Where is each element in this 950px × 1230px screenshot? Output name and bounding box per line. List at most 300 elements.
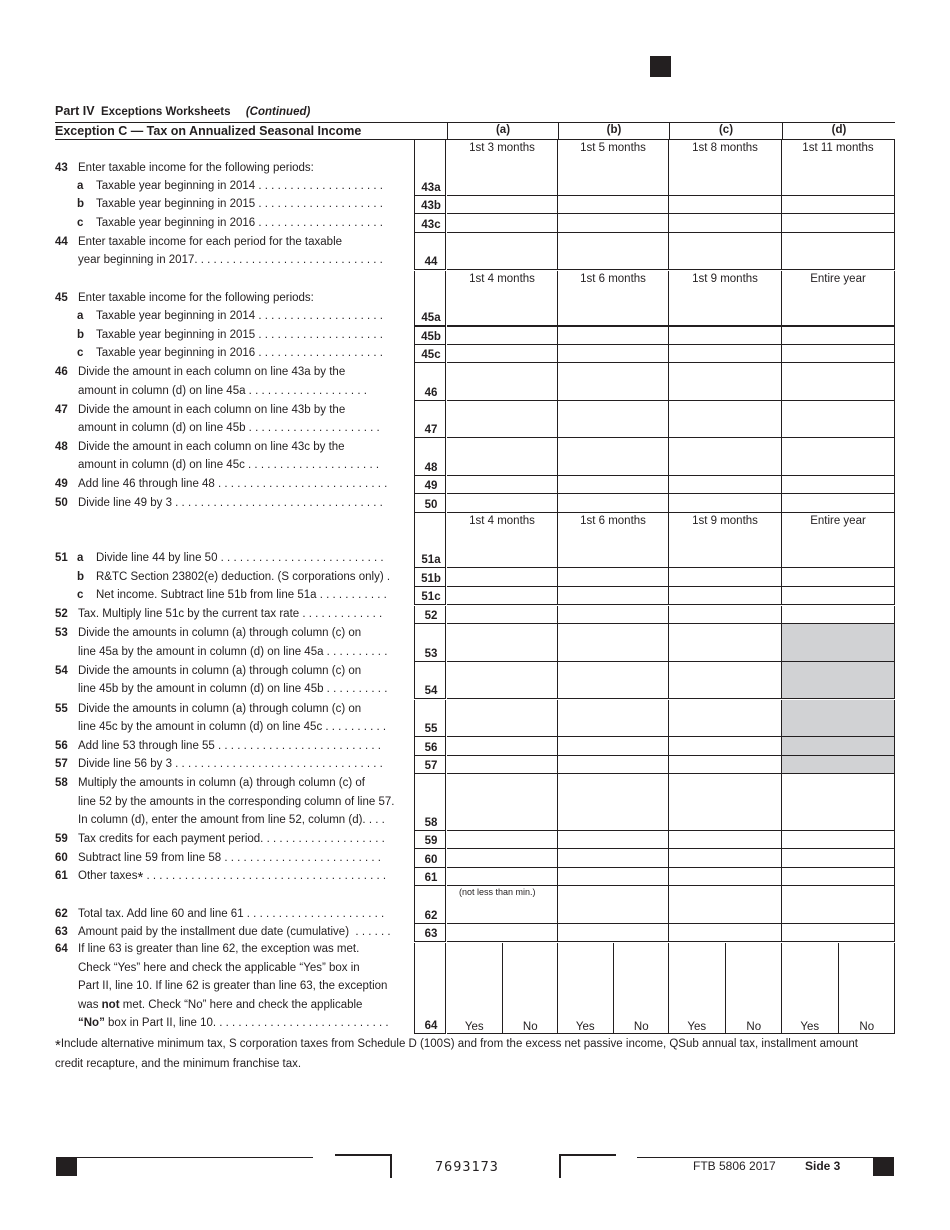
period-label: 1st 6 months — [580, 514, 646, 527]
line-number: 51 — [55, 552, 68, 564]
line-64-col-d-no-box[interactable] — [839, 943, 896, 1034]
line-label-text: 51c — [421, 591, 441, 604]
line-64-col-c-yes-box[interactable] — [669, 943, 726, 1034]
line-54-col-d-field — [782, 662, 895, 700]
line-64-col-b-yes-box[interactable] — [558, 943, 614, 1034]
line-47-col-d-field[interactable] — [782, 401, 895, 438]
line-45a-col-a-field[interactable] — [447, 308, 558, 327]
line-47-col-a-field[interactable] — [447, 401, 558, 438]
exception-title: Exception C — Tax on Annualized Seasonal Income — [55, 124, 362, 138]
line-55-col-b-field[interactable] — [558, 700, 669, 738]
line-50-col-a-field[interactable] — [447, 494, 558, 513]
yes-label: Yes — [575, 1020, 595, 1033]
line-57-col-c-field[interactable] — [669, 756, 782, 775]
line-label-text: 50 — [424, 498, 438, 511]
line-label-text: 51b — [421, 572, 441, 585]
line-53-label — [414, 624, 446, 662]
period-label: 1st 11 months — [802, 142, 874, 154]
line-48-col-d-field[interactable] — [782, 438, 895, 475]
line-45b-col-a-field[interactable] — [447, 326, 558, 345]
line-text: Divide line 49 by 3 . . . . . . . . . . . . . . . . . . . . . . . . . . . . . . . . . — [78, 496, 383, 509]
line-46-col-b-field[interactable] — [558, 363, 669, 400]
line-text — [78, 867, 386, 888]
line-51b — [55, 568, 895, 587]
line-number: 45 — [55, 292, 68, 304]
line-number: 50 — [55, 496, 68, 509]
line-label-text: 49 — [424, 480, 438, 493]
line-text: Divide line 44 by line 50 . . . . . . . . . . . . . . . . . . . . . . . . . . — [96, 552, 384, 564]
line-55-col-d-field — [782, 700, 895, 738]
line-label-text: 61 — [424, 872, 438, 885]
line-text: Tax. Multiply line 51c by the current tax rate . . . . . . . . . . . . . — [78, 608, 383, 620]
line-label-text: 43a — [421, 181, 441, 194]
line-text: line 45c by the amount in column (d) on line 45c . . . . . . . . . . — [78, 721, 387, 734]
line-label-text: 51a — [421, 554, 441, 567]
line-text-part: “No” — [78, 1017, 105, 1030]
period-label: Entire year — [810, 272, 866, 285]
line-55-label — [414, 700, 446, 738]
line-59-col-b-field[interactable] — [558, 831, 669, 850]
line-54-col-a-field[interactable] — [447, 662, 558, 700]
line-46-col-a-field[interactable] — [447, 363, 558, 400]
barcode-number: 7693173 — [435, 1159, 499, 1175]
no-label: No — [522, 1020, 538, 1033]
line-51b-label — [414, 568, 446, 587]
line-text-part: Other taxes — [78, 870, 138, 883]
line-43b-col-a-field[interactable] — [447, 196, 558, 215]
line-64-col-c-no-box[interactable] — [726, 943, 783, 1034]
line-text-part: box in Part II, line 10. . . . . . . . . . . . . . . . . . . . . . . . . . . . — [104, 1017, 389, 1030]
line-text: Divide the amount in each column on line 43a by the — [78, 366, 346, 379]
footnote-line1: Include alternative minimum tax, S corporation taxes from Schedule D (100S) and from the excess net passive income, QSub annual tax, installment amount — [60, 1038, 858, 1050]
line-45c-col-d-field[interactable] — [782, 345, 895, 364]
line-56-col-c-field[interactable] — [669, 737, 782, 756]
line-45c-label — [414, 345, 446, 364]
line-52 — [55, 606, 895, 625]
continued-label: (Continued) — [245, 106, 311, 118]
line-text: Divide the amount in each column on line 43b by the — [78, 403, 346, 416]
line-label-text: 62 — [424, 909, 438, 922]
line-55-col-c-field[interactable] — [669, 700, 782, 738]
line-57 — [55, 756, 895, 775]
line-62-col-b-field[interactable] — [558, 886, 669, 924]
line-number: 57 — [55, 758, 68, 771]
line-label-text: 54 — [424, 685, 438, 698]
footnote-line2: credit recapture, and the minimum franchise tax. — [55, 1058, 302, 1070]
line-43a — [55, 177, 895, 196]
line-text: Tax credits for each payment period. . . . . . . . . . . . . . . . . . . . — [78, 833, 385, 846]
line-64-col-b-no-box[interactable] — [614, 943, 670, 1034]
line-56 — [55, 737, 895, 756]
part-title: Exceptions Worksheets — [100, 106, 231, 118]
line-45a — [55, 308, 895, 327]
line-label-text: 63 — [424, 928, 438, 941]
line-62-col-c-field[interactable] — [669, 886, 782, 924]
line-55 — [55, 700, 895, 738]
line-text-part: . . . . . . . . . . . . . . . . . . . . . . . . . . . . . . . . . . . . . . — [143, 870, 387, 883]
line-52-label — [414, 606, 446, 625]
line-text: If line 63 is greater than line 62, the exception was met. — [78, 943, 360, 955]
line-57-col-a-field[interactable] — [447, 756, 558, 775]
line-54-label — [414, 662, 446, 700]
line-56-label — [414, 737, 446, 756]
line-50-label — [414, 494, 446, 513]
line-label-text: 43b — [421, 200, 441, 213]
line-47-label — [414, 401, 446, 438]
line-43b-col-c-field[interactable] — [669, 196, 782, 215]
line-43a-col-a-field[interactable] — [447, 177, 558, 196]
line-61-col-d-field[interactable] — [782, 868, 895, 887]
line-45c-col-a-field[interactable] — [447, 345, 558, 364]
line-54 — [55, 662, 895, 700]
line-64-col-b-field[interactable] — [558, 943, 669, 1034]
line-number: 48 — [55, 440, 68, 453]
line-52-col-c-field[interactable] — [669, 606, 782, 625]
line-text: Divide the amounts in column (a) through column (c) on — [78, 664, 362, 677]
line-label-text: 45a — [421, 312, 441, 325]
line-62-col-a-field[interactable] — [447, 886, 558, 924]
line-45a-col-b-field[interactable] — [558, 308, 669, 327]
line-52-col-b-field[interactable] — [558, 606, 669, 625]
line-text: Taxable year beginning in 2014 . . . . . . . . . . . . . . . . . . . . — [96, 310, 384, 323]
line-45c — [55, 345, 895, 364]
period-label: 1st 4 months — [469, 272, 535, 285]
line-58-col-b-field[interactable] — [558, 774, 669, 830]
line-59-label — [414, 831, 446, 850]
line-43a-col-b-field[interactable] — [558, 177, 669, 196]
line-label-text: 47 — [424, 424, 438, 437]
line-number: 58 — [55, 777, 68, 790]
line-text: amount in column (d) on line 45b . . . . . . . . . . . . . . . . . . . . . — [78, 422, 380, 435]
line-45b-col-c-field[interactable] — [669, 326, 782, 345]
line-58-label — [414, 774, 446, 830]
line-number: 44 — [55, 235, 68, 248]
line-text: Divide the amounts in column (a) through column (c) on — [78, 702, 362, 715]
line-45c-col-b-field[interactable] — [558, 345, 669, 364]
line-62-col-d-field[interactable] — [782, 886, 895, 924]
line-60-col-a-field[interactable] — [447, 849, 558, 868]
line-label-text: 56 — [424, 741, 438, 754]
line-59 — [55, 831, 895, 850]
line-letter: a — [77, 310, 84, 323]
registration-mark-bottom-left — [56, 1157, 77, 1176]
line-43c-col-d-field[interactable] — [782, 214, 895, 233]
line-63-col-a-field[interactable] — [447, 924, 558, 943]
scan-corner-right — [559, 1154, 616, 1178]
line-54-col-c-field[interactable] — [669, 662, 782, 700]
footnote-star: * — [55, 1037, 61, 1054]
footer-rule-left — [77, 1157, 313, 1158]
column-header-d: (d) — [782, 122, 895, 140]
line-49-col-d-field[interactable] — [782, 476, 895, 495]
line-text: line 45b by the amount in column (d) on line 45b . . . . . . . . . . — [78, 683, 388, 696]
form-id: FTB 5806 2017 — [693, 1159, 776, 1173]
line-51b-col-c-field[interactable] — [669, 568, 782, 587]
period-label: 1st 4 months — [469, 514, 535, 527]
line-58-col-a-field[interactable] — [447, 774, 558, 830]
line-text: Amount paid by the installment due date (cumulative) . . . . . . — [78, 926, 391, 939]
line-53-col-c-field[interactable] — [669, 624, 782, 662]
line-53-col-b-field[interactable] — [558, 624, 669, 662]
line-text-part: * — [137, 869, 144, 887]
line-45a-col-c-field[interactable] — [669, 308, 782, 327]
line-53-col-a-field[interactable] — [447, 624, 558, 662]
line-label-text: 55 — [424, 723, 438, 736]
line-letter: b — [77, 328, 85, 341]
line-43c-label — [414, 214, 446, 233]
line-58 — [55, 774, 895, 830]
line-47-col-c-field[interactable] — [669, 401, 782, 438]
line-45c-col-c-field[interactable] — [669, 345, 782, 364]
line-letter: b — [77, 198, 85, 211]
line-43b — [55, 196, 895, 215]
line-text: Add line 53 through line 55 . . . . . . . . . . . . . . . . . . . . . . . . . . — [78, 739, 381, 752]
line-number: 46 — [55, 366, 68, 379]
line-63-col-b-field[interactable] — [558, 924, 669, 943]
line-58-col-c-field[interactable] — [669, 774, 782, 830]
line-63-col-d-field[interactable] — [782, 924, 895, 943]
line-number: 56 — [55, 739, 68, 752]
line-64-col-a-no-box[interactable] — [503, 943, 559, 1034]
line-46-label — [414, 363, 446, 400]
line-51c-col-c-field[interactable] — [669, 587, 782, 606]
line-letter: a — [77, 179, 84, 192]
line-61-col-a-field[interactable] — [447, 868, 558, 887]
line-text: Net income. Subtract line 51b from line 51a . . . . . . . . . . . — [96, 589, 387, 602]
line-43 — [55, 159, 895, 178]
yes-label: Yes — [800, 1020, 820, 1033]
line-59-col-c-field[interactable] — [669, 831, 782, 850]
line-text-part: met. Check “No” here and check the applicable — [119, 998, 363, 1011]
line-43c-col-b-field[interactable] — [558, 214, 669, 233]
line-49-label — [414, 476, 446, 495]
line-number: 49 — [55, 478, 68, 491]
line-text: Taxable year beginning in 2014 . . . . . . . . . . . . . . . . . . . . — [96, 179, 384, 192]
line-45b-col-b-field[interactable] — [558, 326, 669, 345]
line-47 — [55, 401, 895, 438]
line-label-text: 58 — [424, 816, 438, 829]
line-text: Taxable year beginning in 2015 . . . . . . . . . . . . . . . . . . . . — [96, 328, 384, 341]
scan-corner-left — [335, 1154, 392, 1178]
line-letter: c — [77, 347, 84, 360]
line-letter: b — [77, 570, 85, 583]
line-51b-col-d-field[interactable] — [782, 568, 895, 587]
line-label-text: 46 — [424, 386, 438, 399]
line-64-label — [414, 943, 446, 1034]
line-54-col-b-field[interactable] — [558, 662, 669, 700]
line-text: Taxable year beginning in 2015 . . . . . . . . . . . . . . . . . . . . — [96, 198, 384, 211]
period-label: 1st 3 months — [469, 142, 535, 154]
line-text: Enter taxable income for the following periods: — [78, 292, 314, 304]
line-number: 53 — [55, 627, 68, 640]
line-text: year beginning in 2017. . . . . . . . . . . . . . . . . . . . . . . . . . . . . . — [78, 254, 383, 267]
line-59-col-d-field[interactable] — [782, 831, 895, 850]
line-51c-label — [414, 587, 446, 606]
line-46-col-d-field[interactable] — [782, 363, 895, 400]
line-57-label — [414, 756, 446, 775]
line-51c-col-b-field[interactable] — [558, 587, 669, 606]
line-label-text: 59 — [424, 835, 438, 848]
line-44-col-c-field[interactable] — [669, 233, 782, 271]
no-label: No — [746, 1020, 762, 1033]
line-label-text: 44 — [424, 256, 438, 269]
min-tax-note: (not less than min.) — [459, 887, 536, 898]
line-44-col-a-field[interactable] — [447, 233, 558, 271]
line-63-label — [414, 924, 446, 943]
page-side: Side 3 — [805, 1159, 841, 1173]
line-51a-col-c-field[interactable] — [669, 550, 782, 569]
line-56-col-d-field — [782, 737, 895, 756]
line-61-label — [414, 868, 446, 887]
line-49-col-c-field[interactable] — [669, 476, 782, 495]
line-text-part: not — [101, 998, 120, 1011]
no-label: No — [859, 1020, 875, 1033]
line-text: Divide the amounts in column (a) through column (c) on — [78, 627, 362, 640]
line-45a-col-d-field[interactable] — [782, 308, 895, 327]
line-64-col-d-field[interactable] — [782, 943, 895, 1034]
line-45b-label — [414, 326, 446, 345]
footnote — [55, 1035, 895, 1074]
line-43b-col-d-field[interactable] — [782, 196, 895, 215]
line-52-col-a-field[interactable] — [447, 606, 558, 625]
line-60-col-b-field[interactable] — [558, 849, 669, 868]
line-number: 62 — [55, 907, 68, 920]
period-label: 1st 6 months — [580, 272, 646, 285]
line-55-col-a-field[interactable] — [447, 700, 558, 738]
line-number: 60 — [55, 851, 68, 864]
line-49 — [55, 476, 895, 495]
line-56-col-a-field[interactable] — [447, 737, 558, 756]
line-48-col-b-field[interactable] — [558, 438, 669, 475]
line-text: Check “Yes” here and check the applicable “Yes” box in — [78, 961, 360, 974]
line-text: R&TC Section 23802(e) deduction. (S corporations only) . — [96, 570, 391, 583]
line-51b-col-b-field[interactable] — [558, 568, 669, 587]
line-64 — [55, 943, 895, 1034]
column-header-b: (b) — [558, 122, 669, 140]
line-44-col-d-field[interactable] — [782, 233, 895, 271]
line-62 — [55, 886, 895, 924]
line-51a-col-a-field[interactable] — [447, 550, 558, 569]
line-43c-col-a-field[interactable] — [447, 214, 558, 233]
period-label: 1st 8 months — [692, 142, 758, 154]
line-44-col-b-field[interactable] — [558, 233, 669, 271]
line-number: 61 — [55, 870, 68, 883]
line-60 — [55, 849, 895, 868]
line-64-col-d-yes-box[interactable] — [782, 943, 839, 1034]
line-48 — [55, 438, 895, 475]
line-64-col-c-field[interactable] — [669, 943, 782, 1034]
yes-label: Yes — [687, 1020, 707, 1033]
line-51b-col-a-field[interactable] — [447, 568, 558, 587]
line-60-col-d-field[interactable] — [782, 849, 895, 868]
line-text: Enter taxable income for each period for the taxable — [78, 235, 343, 248]
line-51a-col-d-field[interactable] — [782, 550, 895, 569]
column-header-c: (c) — [669, 122, 782, 140]
line-text: Taxable year beginning in 2016 . . . . . . . . . . . . . . . . . . . . — [96, 347, 384, 360]
line-text: Part II, line 10. If line 62 is greater than line 63, the exception — [78, 980, 388, 993]
period-label: 1st 9 months — [692, 514, 758, 527]
line-text: Divide line 56 by 3 . . . . . . . . . . . . . . . . . . . . . . . . . . . . . . . . . — [78, 758, 383, 771]
part-heading — [55, 104, 310, 118]
line-49-col-a-field[interactable] — [447, 476, 558, 495]
line-number: 43 — [55, 161, 68, 174]
line-letter: c — [77, 589, 84, 602]
line-44-label — [414, 233, 446, 271]
line-53 — [55, 624, 895, 662]
line-45b — [55, 326, 895, 345]
line-61 — [55, 868, 895, 887]
line-label-text: 43c — [421, 218, 441, 231]
line-51a-col-b-field[interactable] — [558, 550, 669, 569]
line-48-col-a-field[interactable] — [447, 438, 558, 475]
line-letter: c — [77, 216, 84, 229]
line-64-col-a-field[interactable] — [447, 943, 558, 1034]
line-49-col-b-field[interactable] — [558, 476, 669, 495]
line-46-col-c-field[interactable] — [669, 363, 782, 400]
line-48-col-c-field[interactable] — [669, 438, 782, 475]
line-text: Total tax. Add line 60 and line 61 . . . . . . . . . . . . . . . . . . . . . . — [78, 907, 385, 920]
line-57-col-b-field[interactable] — [558, 756, 669, 775]
column-header-a: (a) — [447, 122, 558, 140]
line-number: 64 — [55, 943, 68, 955]
line-47-col-b-field[interactable] — [558, 401, 669, 438]
line-63-col-c-field[interactable] — [669, 924, 782, 943]
line-59-col-a-field[interactable] — [447, 831, 558, 850]
line-62-label — [414, 886, 446, 924]
line-60-col-c-field[interactable] — [669, 849, 782, 868]
line-51c-col-a-field[interactable] — [447, 587, 558, 606]
line-46 — [55, 363, 895, 400]
period-label: Entire year — [810, 514, 866, 527]
line-44 — [55, 233, 895, 271]
line-61-col-b-field[interactable] — [558, 868, 669, 887]
line-43c-col-c-field[interactable] — [669, 214, 782, 233]
line-58-col-d-field[interactable] — [782, 774, 895, 830]
registration-mark-top — [650, 56, 671, 77]
line-50-col-c-field[interactable] — [669, 494, 782, 513]
line-text: line 52 by the amounts in the corresponding column of line 57. — [78, 795, 395, 808]
line-60-label — [414, 849, 446, 868]
line-43c — [55, 214, 895, 233]
period-label: 1st 5 months — [580, 142, 646, 154]
line-56-col-b-field[interactable] — [558, 737, 669, 756]
line-text: Divide the amount in each column on line 43c by the — [78, 440, 345, 453]
part-label: Part IV — [55, 104, 95, 118]
line-52-col-d-field[interactable] — [782, 606, 895, 625]
line-text: Multiply the amounts in column (a) through column (c) of — [78, 777, 365, 790]
line-text — [78, 996, 362, 1015]
line-51c-col-d-field[interactable] — [782, 587, 895, 606]
line-letter: a — [77, 552, 84, 564]
line-50-col-b-field[interactable] — [558, 494, 669, 513]
line-51a-label — [414, 550, 446, 569]
line-43b-col-b-field[interactable] — [558, 196, 669, 215]
line-43a-col-d-field[interactable] — [782, 177, 895, 196]
line-61-col-c-field[interactable] — [669, 868, 782, 887]
line-label-text: 64 — [424, 1019, 438, 1032]
line-label-text: 53 — [424, 647, 438, 660]
line-label-text: 57 — [424, 760, 438, 773]
line-64-col-a-yes-box[interactable] — [447, 943, 503, 1034]
line-50 — [55, 494, 895, 513]
line-50-col-d-field[interactable] — [782, 494, 895, 513]
line-45 — [55, 289, 895, 308]
line-label-text: 60 — [424, 853, 438, 866]
line-45b-col-d-field[interactable] — [782, 326, 895, 345]
line-label-text: 45c — [421, 349, 441, 362]
line-43a-col-c-field[interactable] — [669, 177, 782, 196]
line-number: 59 — [55, 833, 68, 846]
